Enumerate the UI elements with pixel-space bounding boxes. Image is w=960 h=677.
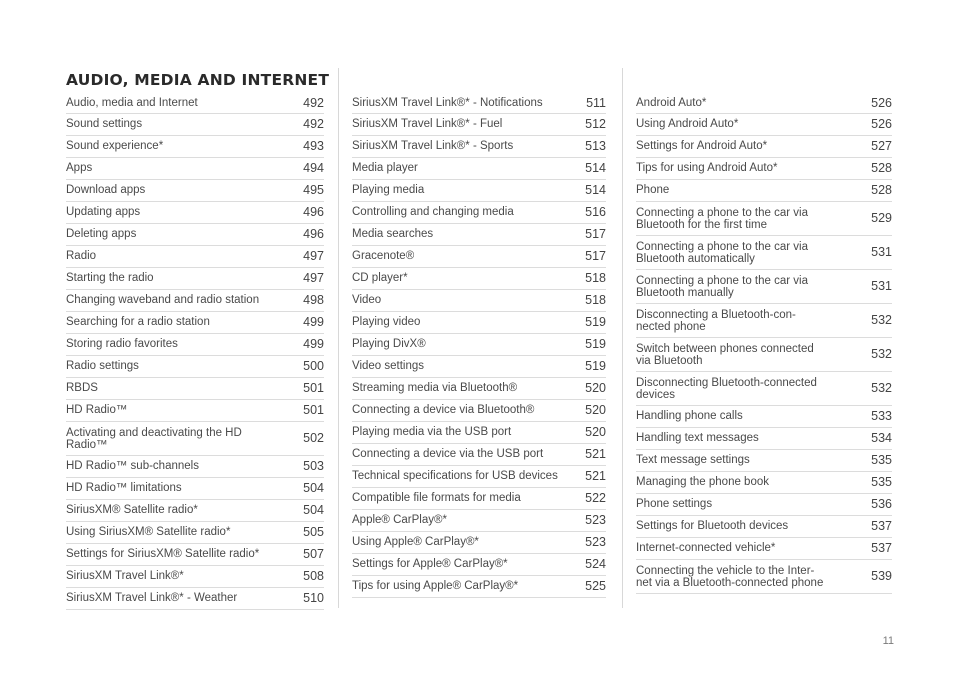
- toc-entry-page: 494: [303, 161, 324, 175]
- toc-entry[interactable]: [352, 158, 606, 180]
- toc-entry-page: 512: [585, 117, 606, 131]
- toc-entry-page: 496: [303, 227, 324, 241]
- toc-entry[interactable]: [66, 522, 324, 544]
- toc-entry-page: 532: [871, 381, 892, 395]
- toc-entry-title: Using Apple® CarPlay®*: [352, 536, 479, 548]
- toc-entry[interactable]: [636, 372, 892, 406]
- toc-entry[interactable]: [352, 466, 606, 488]
- toc-entry[interactable]: [352, 444, 606, 466]
- toc-entry-title: Playing media via the USB port: [352, 426, 512, 438]
- toc-entry-page: 531: [871, 279, 892, 293]
- toc-entry[interactable]: [636, 538, 892, 560]
- toc-entry-title: SiriusXM Travel Link®* - Weather: [66, 592, 238, 604]
- toc-entry-page: 523: [585, 513, 606, 527]
- toc-entry-title: Settings for SiriusXM® Satellite radio*: [66, 548, 260, 560]
- column-divider: [622, 68, 623, 608]
- toc-entry-page: 520: [585, 381, 606, 395]
- toc-entry-page: 496: [303, 205, 324, 219]
- toc-entry-page: 497: [303, 249, 324, 263]
- toc-entry-title: HD Radio™ sub-channels: [66, 460, 199, 472]
- toc-entry-title: Using Android Auto*: [636, 118, 739, 130]
- toc-entry-title: Connecting a device via the USB port: [352, 448, 544, 460]
- toc-entry[interactable]: [352, 312, 606, 334]
- toc-entry-page: 511: [586, 96, 606, 110]
- toc-entry-title: Text message settings: [636, 454, 750, 466]
- toc-entry-page: 501: [303, 381, 324, 395]
- toc-entry-page: 510: [303, 591, 324, 605]
- toc-entry-page: 536: [871, 497, 892, 511]
- toc-entry-page: 535: [871, 475, 892, 489]
- toc-entry-page: 527: [871, 139, 892, 153]
- toc-entry-title: Streaming media via Bluetooth®: [352, 382, 518, 394]
- toc-entry-title: Settings for Android Auto*: [636, 140, 768, 152]
- toc-entry-title: Media searches: [352, 228, 434, 240]
- toc-entry[interactable]: [66, 224, 324, 246]
- toc-entry-page: 502: [303, 431, 324, 445]
- toc-entry[interactable]: [636, 406, 892, 428]
- toc-entry-page: 517: [585, 249, 606, 263]
- toc-entry-title: Starting the radio: [66, 272, 154, 284]
- toc-entry-title: Sound settings: [66, 118, 143, 130]
- toc-entry-title: Apple® CarPlay®*: [352, 514, 447, 526]
- toc-entry-title: Phone: [636, 184, 670, 196]
- toc-entry[interactable]: [636, 136, 892, 158]
- toc-entry-title: Audio, media and Internet: [66, 97, 198, 109]
- toc-entry-title: SiriusXM Travel Link®* - Sports: [352, 140, 514, 152]
- toc-entry-title: Sound experience*: [66, 140, 164, 152]
- toc-entry-title: Video settings: [352, 360, 425, 372]
- toc-entry[interactable]: [636, 94, 892, 114]
- toc-entry-page: 526: [871, 117, 892, 131]
- toc-entry[interactable]: [66, 456, 324, 478]
- toc-entry[interactable]: [352, 400, 606, 422]
- toc-entry-title: Download apps: [66, 184, 146, 196]
- toc-entry-title: Connecting a phone to the car via Bluetooth manually: [636, 275, 808, 299]
- toc-entry-page: 505: [303, 525, 324, 539]
- toc-entry[interactable]: [66, 268, 324, 290]
- toc-entry-title: Tips for using Apple® CarPlay®*: [352, 580, 519, 592]
- toc-entry-page: 497: [303, 271, 324, 285]
- toc-entry-page: 525: [585, 579, 606, 593]
- toc-entry-page: 519: [585, 359, 606, 373]
- toc-entry-page: 493: [303, 139, 324, 153]
- toc-entry[interactable]: [636, 180, 892, 202]
- toc-entry-page: 495: [303, 183, 324, 197]
- toc-entry-page: 537: [871, 519, 892, 533]
- toc-entry-page: 534: [871, 431, 892, 445]
- toc-entry-title: SiriusXM Travel Link®*: [66, 570, 184, 582]
- toc-entry-title: Connecting the vehicle to the Inter- net via a Bluetooth-connected phone: [636, 565, 824, 589]
- toc-entry-title: Connecting a phone to the car via Bluetooth for the first time: [636, 207, 808, 231]
- toc-entry[interactable]: [636, 560, 892, 594]
- toc-entry-page: 514: [585, 161, 606, 175]
- toc-entry[interactable]: [66, 180, 324, 202]
- toc-entry-title: Android Auto*: [636, 97, 707, 109]
- toc-entry[interactable]: [66, 544, 324, 566]
- toc-entry[interactable]: [352, 554, 606, 576]
- toc-entry[interactable]: [636, 158, 892, 180]
- toc-entry[interactable]: [636, 304, 892, 338]
- toc-entry[interactable]: [66, 566, 324, 588]
- toc-entry[interactable]: [66, 356, 324, 378]
- toc-entry-title: Internet-connected vehicle*: [636, 542, 776, 554]
- toc-entry-page: 523: [585, 535, 606, 549]
- toc-entry[interactable]: [352, 488, 606, 510]
- toc-entry-title: Phone settings: [636, 498, 713, 510]
- toc-entry-title: SiriusXM® Satellite radio*: [66, 504, 198, 516]
- toc-entry-title: Disconnecting Bluetooth-connected devices: [636, 377, 817, 401]
- toc-entry[interactable]: [66, 202, 324, 224]
- toc-column-2: [352, 94, 606, 598]
- toc-entry[interactable]: [66, 94, 324, 114]
- toc-entry-title: Activating and deactivating the HD Radio™: [66, 427, 242, 451]
- toc-entry[interactable]: [352, 202, 606, 224]
- toc-entry-title: Handling phone calls: [636, 410, 743, 422]
- toc-entry[interactable]: [352, 268, 606, 290]
- toc-entry-title: Using SiriusXM® Satellite radio*: [66, 526, 231, 538]
- toc-entry[interactable]: [636, 202, 892, 236]
- toc-entry-page: 499: [303, 315, 324, 329]
- toc-entry-title: Switch between phones connected via Bluetooth: [636, 343, 814, 367]
- toc-entry[interactable]: [352, 356, 606, 378]
- toc-entry-title: Controlling and changing media: [352, 206, 514, 218]
- toc-entry[interactable]: [66, 500, 324, 522]
- toc-entry-page: 519: [585, 337, 606, 351]
- toc-entry-page: 531: [871, 245, 892, 259]
- toc-entry[interactable]: [636, 450, 892, 472]
- toc-entry[interactable]: [352, 576, 606, 598]
- toc-entry[interactable]: [352, 114, 606, 136]
- toc-entry[interactable]: [352, 246, 606, 268]
- toc-entry-page: 518: [585, 271, 606, 285]
- toc-entry[interactable]: [352, 290, 606, 312]
- toc-entry-page: 498: [303, 293, 324, 307]
- toc-entry-page: 533: [871, 409, 892, 423]
- toc-entry[interactable]: [636, 114, 892, 136]
- toc-entry-page: 520: [585, 403, 606, 417]
- toc-entry[interactable]: [636, 494, 892, 516]
- toc-entry-page: 492: [303, 96, 324, 110]
- toc-column-3: [636, 94, 892, 594]
- toc-entry[interactable]: [352, 94, 606, 114]
- toc-entry-page: 535: [871, 453, 892, 467]
- toc-entry-page: 507: [303, 547, 324, 561]
- toc-entry[interactable]: [66, 422, 324, 456]
- toc-entry[interactable]: [636, 236, 892, 270]
- toc-entry-title: Managing the phone book: [636, 476, 769, 488]
- toc-entry-title: Radio settings: [66, 360, 139, 372]
- toc-entry-title: HD Radio™: [66, 404, 128, 416]
- toc-entry-page: 499: [303, 337, 324, 351]
- toc-entry[interactable]: [352, 532, 606, 554]
- toc-entry-title: RBDS: [66, 382, 98, 394]
- toc-entry-page: 504: [303, 503, 324, 517]
- toc-entry[interactable]: [636, 472, 892, 494]
- toc-entry-page: 508: [303, 569, 324, 583]
- toc-entry[interactable]: [352, 510, 606, 532]
- toc-entry[interactable]: [352, 136, 606, 158]
- toc-entry-title: Media player: [352, 162, 418, 174]
- toc-entry[interactable]: [66, 136, 324, 158]
- toc-entry-page: 524: [585, 557, 606, 571]
- toc-entry[interactable]: [636, 516, 892, 538]
- toc-entry-page: 522: [585, 491, 606, 505]
- toc-entry-page: 528: [871, 161, 892, 175]
- toc-entry[interactable]: [352, 334, 606, 356]
- toc-entry-title: Updating apps: [66, 206, 141, 218]
- toc-entry[interactable]: [352, 180, 606, 202]
- toc-entry-page: 537: [871, 541, 892, 555]
- toc-entry-title: Searching for a radio station: [66, 316, 210, 328]
- toc-entry-page: 521: [585, 447, 606, 461]
- toc-entry-title: Radio: [66, 250, 97, 262]
- toc-entry-title: Compatible file formats for media: [352, 492, 521, 504]
- toc-entry-title: Technical specifications for USB devices: [352, 470, 558, 482]
- toc-entry-page: 526: [871, 96, 892, 110]
- toc-entry[interactable]: [636, 338, 892, 372]
- toc-entry-title: HD Radio™ limitations: [66, 482, 182, 494]
- toc-entry-title: Deleting apps: [66, 228, 137, 240]
- toc-entry[interactable]: [352, 422, 606, 444]
- toc-entry-page: 514: [585, 183, 606, 197]
- toc-entry[interactable]: [66, 400, 324, 422]
- page-heading: AUDIO, MEDIA AND INTERNET: [66, 71, 330, 89]
- toc-entry-page: 532: [871, 347, 892, 361]
- toc-entry-title: Playing video: [352, 316, 421, 328]
- toc-entry-title: Playing DivX®: [352, 338, 426, 350]
- toc-entry-title: Handling text messages: [636, 432, 759, 444]
- toc-entry-title: CD player*: [352, 272, 408, 284]
- toc-entry-title: Apps: [66, 162, 93, 174]
- toc-entry-title: Playing media: [352, 184, 425, 196]
- toc-entry-page: 513: [585, 139, 606, 153]
- column-divider: [338, 68, 339, 608]
- page-number: 11: [882, 635, 894, 647]
- toc-entry[interactable]: [636, 428, 892, 450]
- toc-entry[interactable]: [66, 478, 324, 500]
- toc-entry[interactable]: [352, 378, 606, 400]
- toc-entry[interactable]: [66, 378, 324, 400]
- toc-column-1: [66, 94, 324, 610]
- toc-entry-title: Gracenote®: [352, 250, 415, 262]
- toc-entry-page: 500: [303, 359, 324, 373]
- toc-entry-title: Tips for using Android Auto*: [636, 162, 778, 174]
- toc-entry-page: 532: [871, 313, 892, 327]
- toc-entry-title: Disconnecting a Bluetooth-con- nected phone: [636, 309, 796, 333]
- toc-entry-page: 492: [303, 117, 324, 131]
- toc-entry-page: 503: [303, 459, 324, 473]
- toc-entry-page: 518: [585, 293, 606, 307]
- toc-entry-title: Connecting a phone to the car via Bluetooth automatically: [636, 241, 808, 265]
- toc-entry-title: SiriusXM Travel Link®* - Notifications: [352, 97, 543, 109]
- toc-entry-title: Video: [352, 294, 382, 306]
- toc-entry[interactable]: [636, 270, 892, 304]
- toc-entry-page: 521: [585, 469, 606, 483]
- toc-entry[interactable]: [66, 290, 324, 312]
- toc-entry-page: 539: [871, 569, 892, 583]
- toc-entry-page: 529: [871, 211, 892, 225]
- toc-entry-title: Settings for Bluetooth devices: [636, 520, 789, 532]
- toc-entry-page: 519: [585, 315, 606, 329]
- toc-entry[interactable]: [352, 224, 606, 246]
- toc-entry-page: 517: [585, 227, 606, 241]
- toc-entry[interactable]: [66, 312, 324, 334]
- toc-entry[interactable]: [66, 334, 324, 356]
- toc-entry[interactable]: [66, 246, 324, 268]
- toc-entry-page: 516: [585, 205, 606, 219]
- toc-entry[interactable]: [66, 158, 324, 180]
- toc-entry-title: Storing radio favorites: [66, 338, 178, 350]
- toc-entry-page: 520: [585, 425, 606, 439]
- toc-entry-title: Settings for Apple® CarPlay®*: [352, 558, 508, 570]
- toc-entry-page: 528: [871, 183, 892, 197]
- toc-entry-title: Changing waveband and radio station: [66, 294, 260, 306]
- toc-entry-page: 504: [303, 481, 324, 495]
- toc-entry-title: Connecting a device via Bluetooth®: [352, 404, 535, 416]
- toc-entry-page: 501: [303, 403, 324, 417]
- toc-entry-title: SiriusXM Travel Link®* - Fuel: [352, 118, 503, 130]
- toc-entry[interactable]: [66, 114, 324, 136]
- toc-entry[interactable]: [66, 588, 324, 610]
